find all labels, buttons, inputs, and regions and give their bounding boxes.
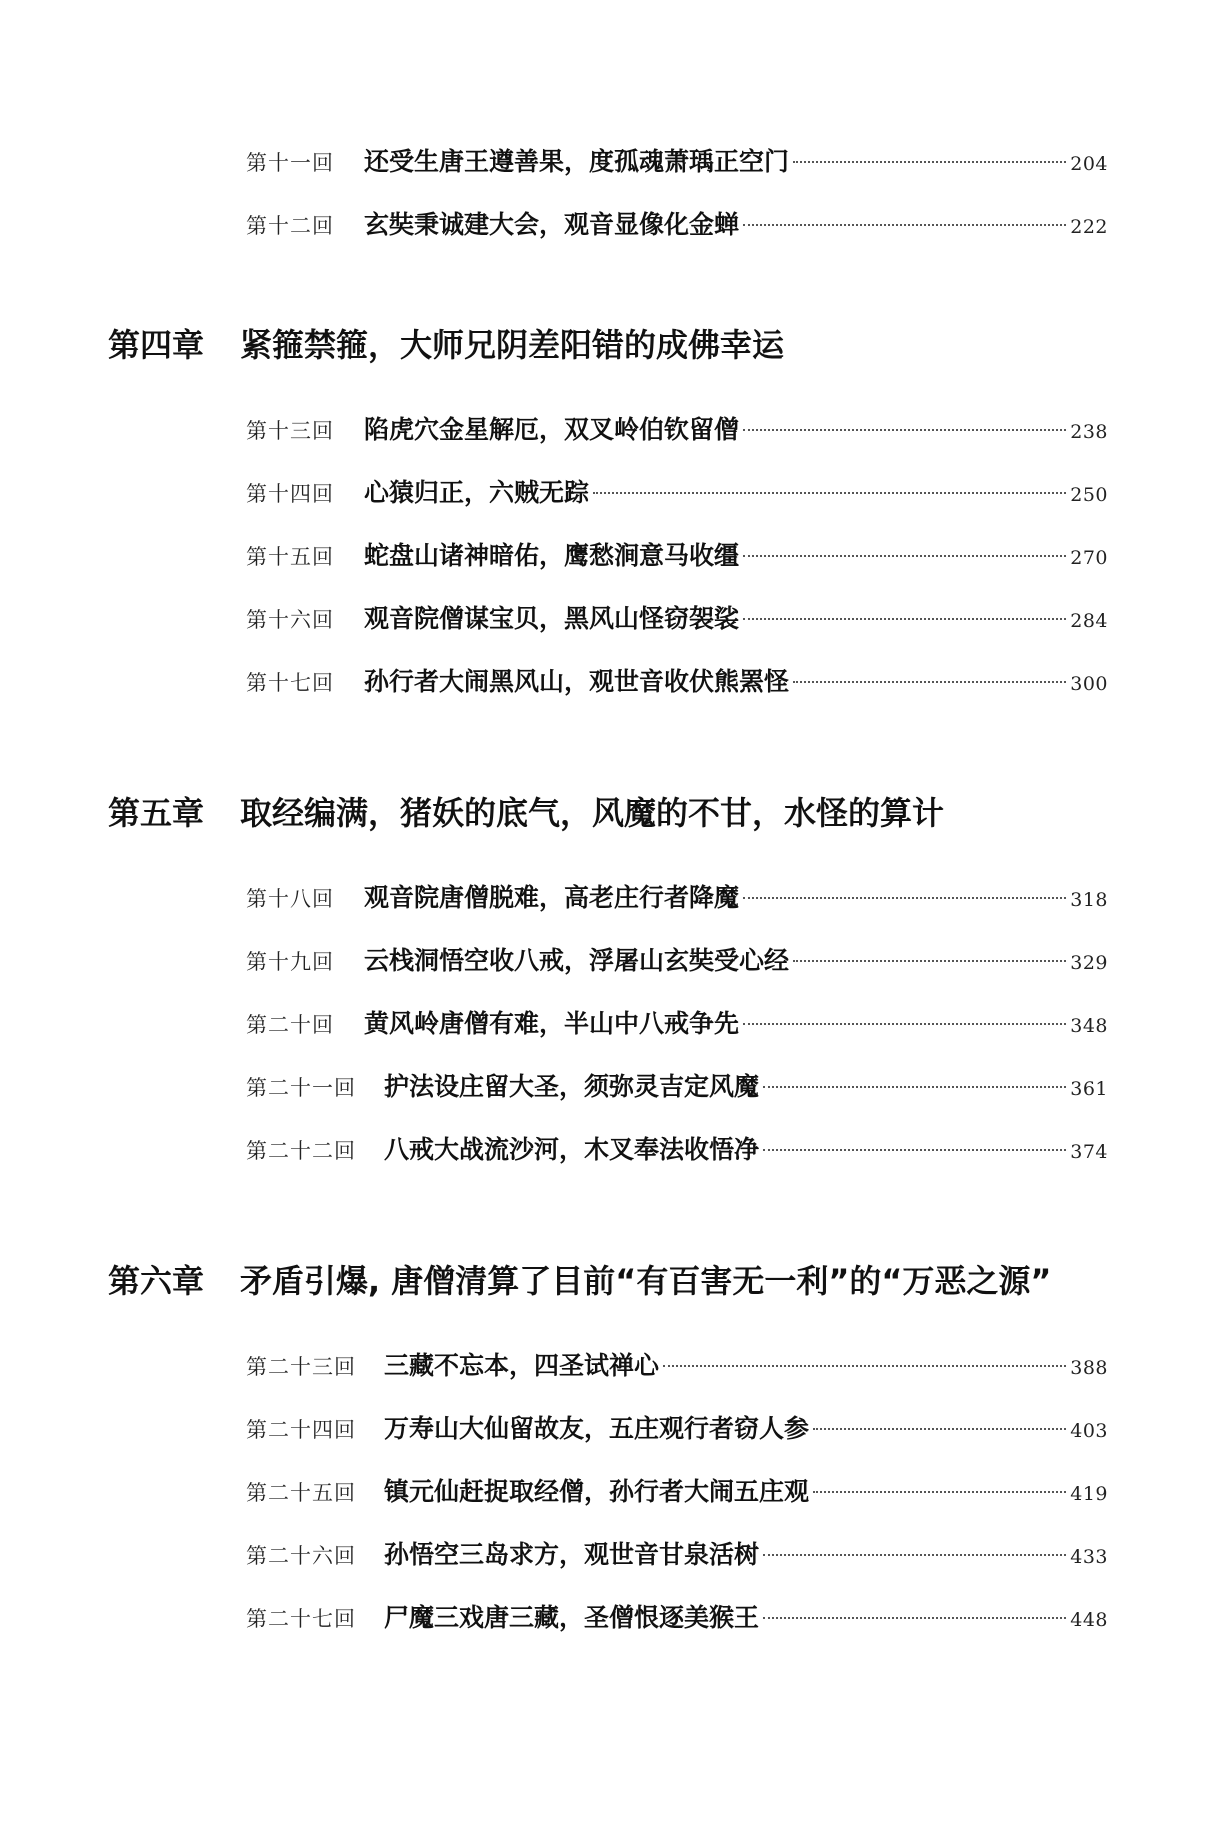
entry-page-number: 374 <box>1070 1141 1108 1163</box>
entry-list <box>246 1334 1108 1649</box>
entry-title: 孙悟空三岛求方，观世音甘泉活树 <box>384 1540 760 1569</box>
entry-number: 第二十四回 <box>246 1418 356 1442</box>
entry-list <box>246 866 1108 1181</box>
entry-page-number: 270 <box>1070 547 1108 569</box>
entry-title: 蛇盘山诸神暗佑，鹰愁涧意马收缰 <box>364 541 740 570</box>
chapter-number: 第四章 <box>108 326 205 364</box>
dot-leader <box>763 1617 1066 1619</box>
toc-entry[interactable] <box>246 398 1108 461</box>
entry-number: 第二十回 <box>246 1013 334 1037</box>
entry-title: 镇元仙赶捉取经僧，孙行者大闹五庄观 <box>384 1477 810 1506</box>
dot-leader <box>813 1428 1066 1430</box>
toc-intro-section <box>108 130 1128 256</box>
entry-number: 第十九回 <box>246 950 334 974</box>
entry-number: 第十三回 <box>246 419 334 443</box>
dot-leader <box>813 1491 1066 1493</box>
toc-entry[interactable] <box>246 193 1108 256</box>
entry-number: 第十六回 <box>246 608 334 632</box>
dot-leader <box>793 960 1066 962</box>
toc-entry[interactable] <box>246 587 1108 650</box>
entry-number: 第十五回 <box>246 545 334 569</box>
entry-page-number: 238 <box>1070 421 1108 443</box>
entry-title: 玄奘秉诚建大会，观音显像化金蝉 <box>364 210 740 239</box>
toc-entry[interactable] <box>246 524 1108 587</box>
chapter-heading[interactable] <box>108 788 1128 848</box>
entry-title: 观音院唐僧脱难，高老庄行者降魔 <box>364 883 740 912</box>
toc-entry[interactable] <box>246 130 1108 193</box>
toc-entry[interactable] <box>246 929 1108 992</box>
entry-page-number: 318 <box>1070 889 1108 911</box>
entry-page-number: 388 <box>1070 1357 1108 1379</box>
dot-leader <box>793 681 1066 683</box>
dot-leader <box>663 1365 1066 1367</box>
entry-number: 第十一回 <box>246 151 334 175</box>
entry-number: 第二十一回 <box>246 1076 356 1100</box>
entry-page-number: 448 <box>1070 1609 1108 1631</box>
entry-page-number: 250 <box>1070 484 1108 506</box>
entry-number: 第十八回 <box>246 887 334 911</box>
entry-page-number: 403 <box>1070 1420 1108 1442</box>
entry-page-number: 419 <box>1070 1483 1108 1505</box>
toc-entry[interactable] <box>246 1397 1108 1460</box>
entry-list <box>246 398 1108 713</box>
entry-title: 心猿归正，六贼无踪 <box>364 478 590 507</box>
entry-page-number: 222 <box>1070 216 1108 238</box>
dot-leader <box>743 224 1066 226</box>
dot-leader <box>743 618 1066 620</box>
entry-title: 万寿山大仙留故友，五庄观行者窃人参 <box>384 1414 810 1443</box>
entry-title: 三藏不忘本，四圣试禅心 <box>384 1351 660 1380</box>
dot-leader <box>743 429 1066 431</box>
entry-page-number: 284 <box>1070 610 1108 632</box>
toc-entry[interactable] <box>246 1118 1108 1181</box>
entry-title: 八戒大战流沙河，木叉奉法收悟净 <box>384 1135 760 1164</box>
entry-title: 护法设庄留大圣，须弥灵吉定风魔 <box>384 1072 760 1101</box>
chapter-title: 取经编满，猪妖的底气，风魔的不甘，水怪的算计 <box>240 794 945 832</box>
toc-entry[interactable] <box>246 1523 1108 1586</box>
dot-leader <box>743 1023 1066 1025</box>
toc-entry[interactable] <box>246 1460 1108 1523</box>
entry-number: 第二十三回 <box>246 1355 356 1379</box>
toc-entry[interactable] <box>246 992 1108 1055</box>
chapter-title: 紧箍禁箍，大师兄阴差阳错的成佛幸运 <box>240 326 785 364</box>
dot-leader <box>593 492 1066 494</box>
entry-page-number: 433 <box>1070 1546 1108 1568</box>
toc-entry[interactable] <box>246 1055 1108 1118</box>
entry-title: 黄风岭唐僧有难，半山中八戒争先 <box>364 1009 740 1038</box>
entry-number: 第二十六回 <box>246 1544 356 1568</box>
entry-title: 云栈洞悟空收八戒，浮屠山玄奘受心经 <box>364 946 790 975</box>
entry-title: 陷虎穴金星解厄，双叉岭伯钦留僧 <box>364 415 740 444</box>
dot-leader <box>743 897 1066 899</box>
dot-leader <box>763 1149 1066 1151</box>
chapter-heading[interactable] <box>108 1256 1128 1316</box>
chapter-section <box>108 320 1128 713</box>
entry-title: 还受生唐王遵善果，度孤魂萧瑀正空门 <box>364 147 790 176</box>
toc-entry[interactable] <box>246 461 1108 524</box>
entry-list <box>246 130 1108 256</box>
toc-entry[interactable] <box>246 866 1108 929</box>
toc-entry[interactable] <box>246 650 1108 713</box>
entry-number: 第二十五回 <box>246 1481 356 1505</box>
chapter-section <box>108 788 1128 1181</box>
entry-number: 第十七回 <box>246 671 334 695</box>
entry-number: 第十二回 <box>246 214 334 238</box>
entry-page-number: 204 <box>1070 153 1108 175</box>
entry-number: 第二十二回 <box>246 1139 356 1163</box>
chapter-number: 第五章 <box>108 794 205 832</box>
toc-entry[interactable] <box>246 1586 1108 1649</box>
entry-title: 尸魔三戏唐三藏，圣僧恨逐美猴王 <box>384 1603 760 1632</box>
toc-entry[interactable] <box>246 1334 1108 1397</box>
dot-leader <box>763 1086 1066 1088</box>
entry-page-number: 348 <box>1070 1015 1108 1037</box>
chapter-title: 矛盾引爆, 唐僧清算了目前“有百害无一利”的“万恶之源” <box>240 1262 1052 1300</box>
dot-leader <box>793 161 1066 163</box>
entry-title: 观音院僧谋宝贝，黑风山怪窃袈裟 <box>364 604 740 633</box>
entry-page-number: 300 <box>1070 673 1108 695</box>
entry-page-number: 361 <box>1070 1078 1108 1100</box>
chapter-number: 第六章 <box>108 1262 205 1300</box>
entry-title: 孙行者大闹黑风山，观世音收伏熊罴怪 <box>364 667 790 696</box>
chapter-heading[interactable] <box>108 320 1128 380</box>
entry-number: 第十四回 <box>246 482 334 506</box>
entry-number: 第二十七回 <box>246 1607 356 1631</box>
entry-page-number: 329 <box>1070 952 1108 974</box>
chapter-section <box>108 1256 1128 1649</box>
dot-leader <box>743 555 1066 557</box>
dot-leader <box>763 1554 1066 1556</box>
